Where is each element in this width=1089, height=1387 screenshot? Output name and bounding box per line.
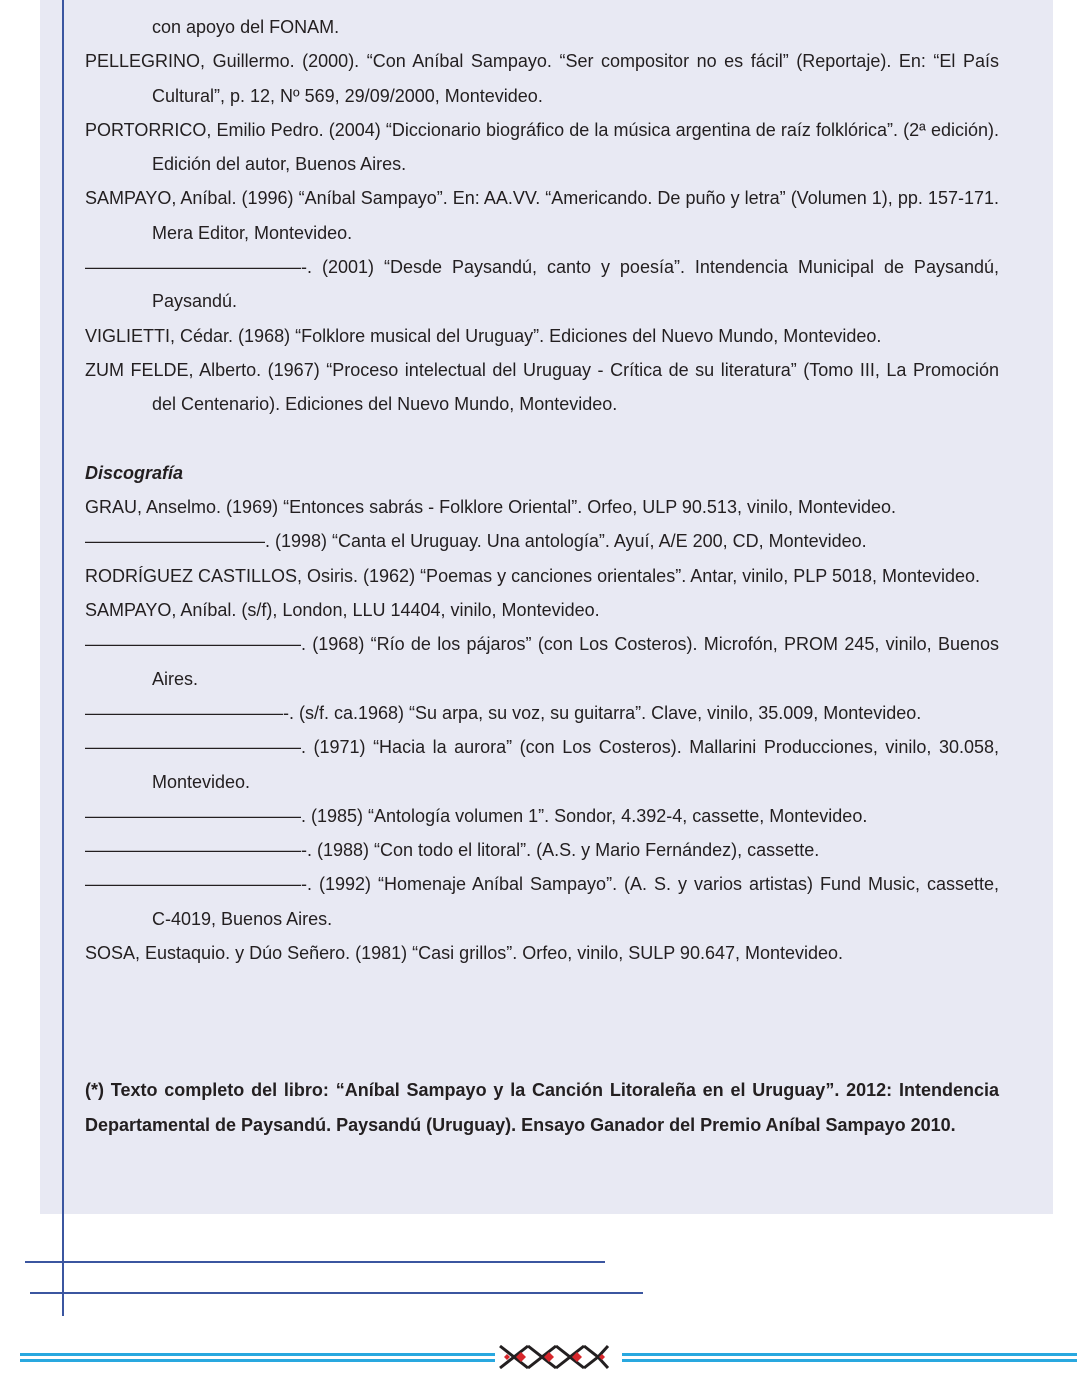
document-body	[85, 10, 999, 1142]
discography-heading: Discografía	[85, 462, 184, 483]
discography-entry: ————————————. (1968) “Río de los pájaros” (con Los Costeros). Microfón, PROM 245, vinilo, Buenos Aires.	[85, 634, 999, 689]
discography-entry: ————————————-. (1988) “Con todo el litoral”. (A.S. y Mario Fernández), cassette.	[85, 840, 820, 861]
discography-entry: ————————————-. (1992) “Homenaje Aníbal Sampayo”. (A. S. y varios artistas) Fund Music, cassette, C-4019, Buenos Aires.	[85, 874, 999, 929]
discography-entry: ————————————. (1971) “Hacia la aurora” (con Los Costeros). Mallarini Producciones, vinilo, 30.058, Montevideo.	[85, 737, 999, 792]
discography-entry: RODRÍGUEZ CASTILLOS, Osiris. (1962) “Poemas y canciones orientales”. Antar, vinilo, PLP 5018, Montevideo.	[85, 565, 981, 586]
footer-line-right-2	[622, 1359, 1077, 1362]
bibliography-entry: ————————————-. (2001) “Desde Paysandú, canto y poesía”. Intendencia Municipal de Paysandú, Paysandú.	[85, 257, 999, 312]
footer-line-right-1	[622, 1353, 1077, 1356]
discography-entry: ————————————. (1985) “Antología volumen 1”. Sondor, 4.392-4, cassette, Montevideo.	[85, 805, 868, 826]
footnote: (*) Texto completo del libro: “Aníbal Sampayo y la Canción Litoraleña en el Uruguay”. 2012: Intendencia Departamental de Paysandú. Paysandú (Uruguay). Ensayo Ganador del Premio Aníbal Sampayo 2010.	[85, 1080, 999, 1135]
bibliography-entry: PORTORRICO, Emilio Pedro. (2004) “Diccionario biográfico de la música argentina de raíz folklórica”. (2ª edición). Edición del autor, Buenos Aires.	[85, 119, 999, 175]
bibliography-lead-line: con apoyo del FONAM.	[152, 17, 340, 37]
discography-entry: ——————————. (1998) “Canta el Uruguay. Una antología”. Ayuí, A/E 200, CD, Montevideo.	[85, 531, 867, 552]
discography-entry: ———————————-. (s/f. ca.1968) “Su arpa, su voz, su guitarra”. Clave, vinilo, 35.009, Montevideo.	[85, 702, 922, 723]
woven-diamond-ornament-icon	[498, 1343, 610, 1371]
bibliography-entry: PELLEGRINO, Guillermo. (2000). “Con Aníbal Sampayo. “Ser compositor no es fácil” (Reportaje). En: “El País Cultural”, p. 12, Nº 569, 29/09/2000, Montevideo.	[85, 51, 999, 106]
bibliography-entry: VIGLIETTI, Cédar. (1968) “Folklore musical del Uruguay”. Ediciones del Nuevo Mundo, Montevideo.	[85, 325, 882, 346]
bibliography-entry: ZUM FELDE, Alberto. (1967) “Proceso intelectual del Uruguay - Crítica de su literatura” (Tomo III, La Promoción del Centenario). Ediciones del Nuevo Mundo, Montevideo.	[85, 359, 999, 415]
bibliography-entry: SAMPAYO, Aníbal. (1996) “Aníbal Sampayo”. En: AA.VV. “Americando. De puño y letra” (Volumen 1), pp. 157-171. Mera Editor, Montevideo.	[85, 188, 999, 243]
spacer	[85, 970, 999, 1073]
discography-entry: SAMPAYO, Aníbal. (s/f), London, LLU 14404, vinilo, Montevideo.	[85, 600, 600, 621]
rule-line-lower	[30, 1292, 643, 1294]
footer-line-left-2	[20, 1359, 495, 1362]
footer-line-left-1	[20, 1353, 495, 1356]
spacer	[85, 422, 999, 456]
margin-rule	[62, 0, 64, 1316]
rule-line-upper	[25, 1261, 605, 1263]
footer-decoration	[0, 1340, 1089, 1380]
discography-entry: GRAU, Anselmo. (1969) “Entonces sabrás - Folklore Oriental”. Orfeo, ULP 90.513, vinilo, Montevideo.	[85, 497, 897, 518]
discography-entry: SOSA, Eustaquio. y Dúo Señero. (1981) “Casi grillos”. Orfeo, vinilo, SULP 90.647, Montevideo.	[85, 943, 844, 964]
